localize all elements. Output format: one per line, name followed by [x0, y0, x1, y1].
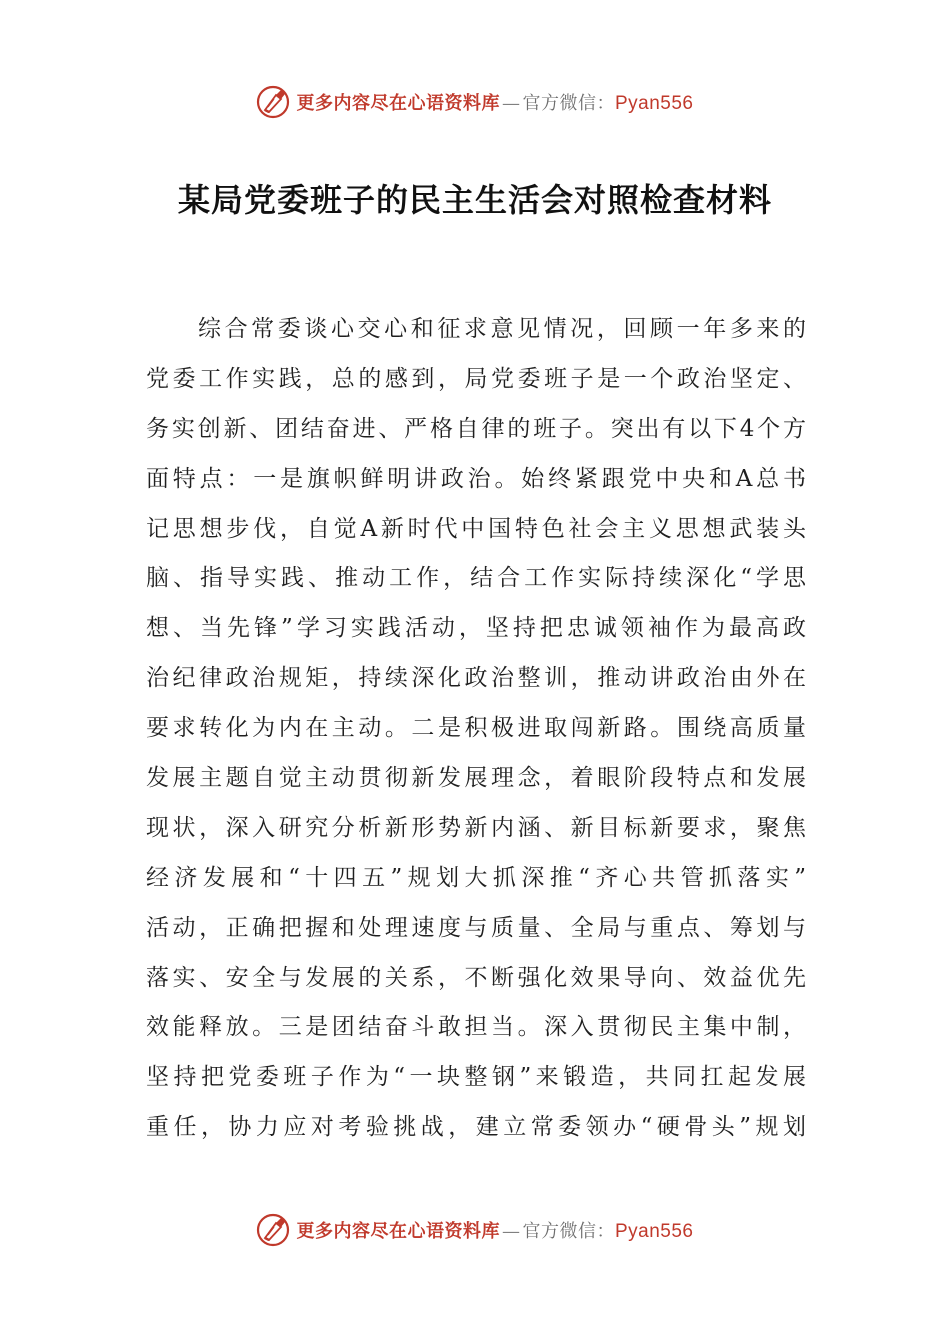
- body-line: 坚持把党委班子作为“一块整钢”来锻造，共同扛起发展: [146, 1064, 806, 1091]
- body-line: 经济发展和“十四五”规划大抓深推“齐心共管抓落实”: [146, 864, 806, 891]
- body-line: 务实创新、团结奋进、严格自律的班子。突出有以下4个方: [146, 415, 806, 442]
- body-line: 落实、安全与发展的关系，不断强化效果导向、效益优先: [146, 964, 806, 991]
- header-banner: [0, 82, 950, 122]
- banner-promo: 更多内容尽在心语资料库: [296, 1221, 500, 1242]
- body-line: 要求转化为内在主动。二是积极进取闯新路。围绕高质量: [146, 715, 806, 742]
- body-line: 脑、指导实践、推动工作，结合工作实际持续深化“学思: [146, 565, 806, 592]
- body-line: 现状，深入研究分析新形势新内涵、新目标新要求，聚焦: [146, 814, 806, 841]
- banner-text: [296, 1217, 693, 1243]
- body-line: 发展主题自觉主动贯彻新发展理念，着眼阶段特点和发展: [146, 765, 806, 792]
- document-body: [146, 305, 806, 1153]
- pen-nib-logo-icon: [256, 1213, 290, 1247]
- body-line: 活动，正确把握和处理速度与质量、全局与重点、筹划与: [146, 914, 806, 941]
- body-line: 记思想步伐，自觉A新时代中国特色社会主义思想武装头: [146, 515, 806, 542]
- footer-banner: [0, 1210, 950, 1250]
- body-line: 党委工作实践，总的感到，局党委班子是一个政治坚定、: [146, 365, 806, 392]
- banner-dash: —: [501, 1221, 521, 1242]
- document-title: 某局党委班子的民主生活会对照检查材料: [177, 181, 772, 219]
- body-line: 重任，协力应对考验挑战，建立常委领办“硬骨头”规划: [146, 1114, 806, 1141]
- body-line: 效能释放。三是团结奋斗敢担当。深入贯彻民主集中制，: [146, 1014, 806, 1041]
- banner-promo: 更多内容尽在心语资料库: [296, 93, 500, 114]
- body-line: 治纪律政治规矩，持续深化政治整训，推动讲政治由外在: [146, 665, 806, 692]
- banner-account-id: Pyan556: [614, 93, 694, 114]
- banner-text: [296, 89, 693, 115]
- banner-account-label: 官方微信：: [522, 1221, 615, 1242]
- banner-account-label: 官方微信：: [522, 93, 615, 114]
- banner-dash: —: [501, 93, 521, 114]
- body-line: 综合常委谈心交心和征求意见情况，回顾一年多来的: [198, 316, 806, 342]
- pen-nib-logo-icon: [256, 85, 290, 119]
- body-line: 想、当先锋”学习实践活动，坚持把忠诚领袖作为最高政: [146, 615, 806, 642]
- body-line: 面特点：一是旗帜鲜明讲政治。始终紧跟党中央和A总书: [146, 465, 806, 492]
- banner-account-id: Pyan556: [614, 1221, 694, 1242]
